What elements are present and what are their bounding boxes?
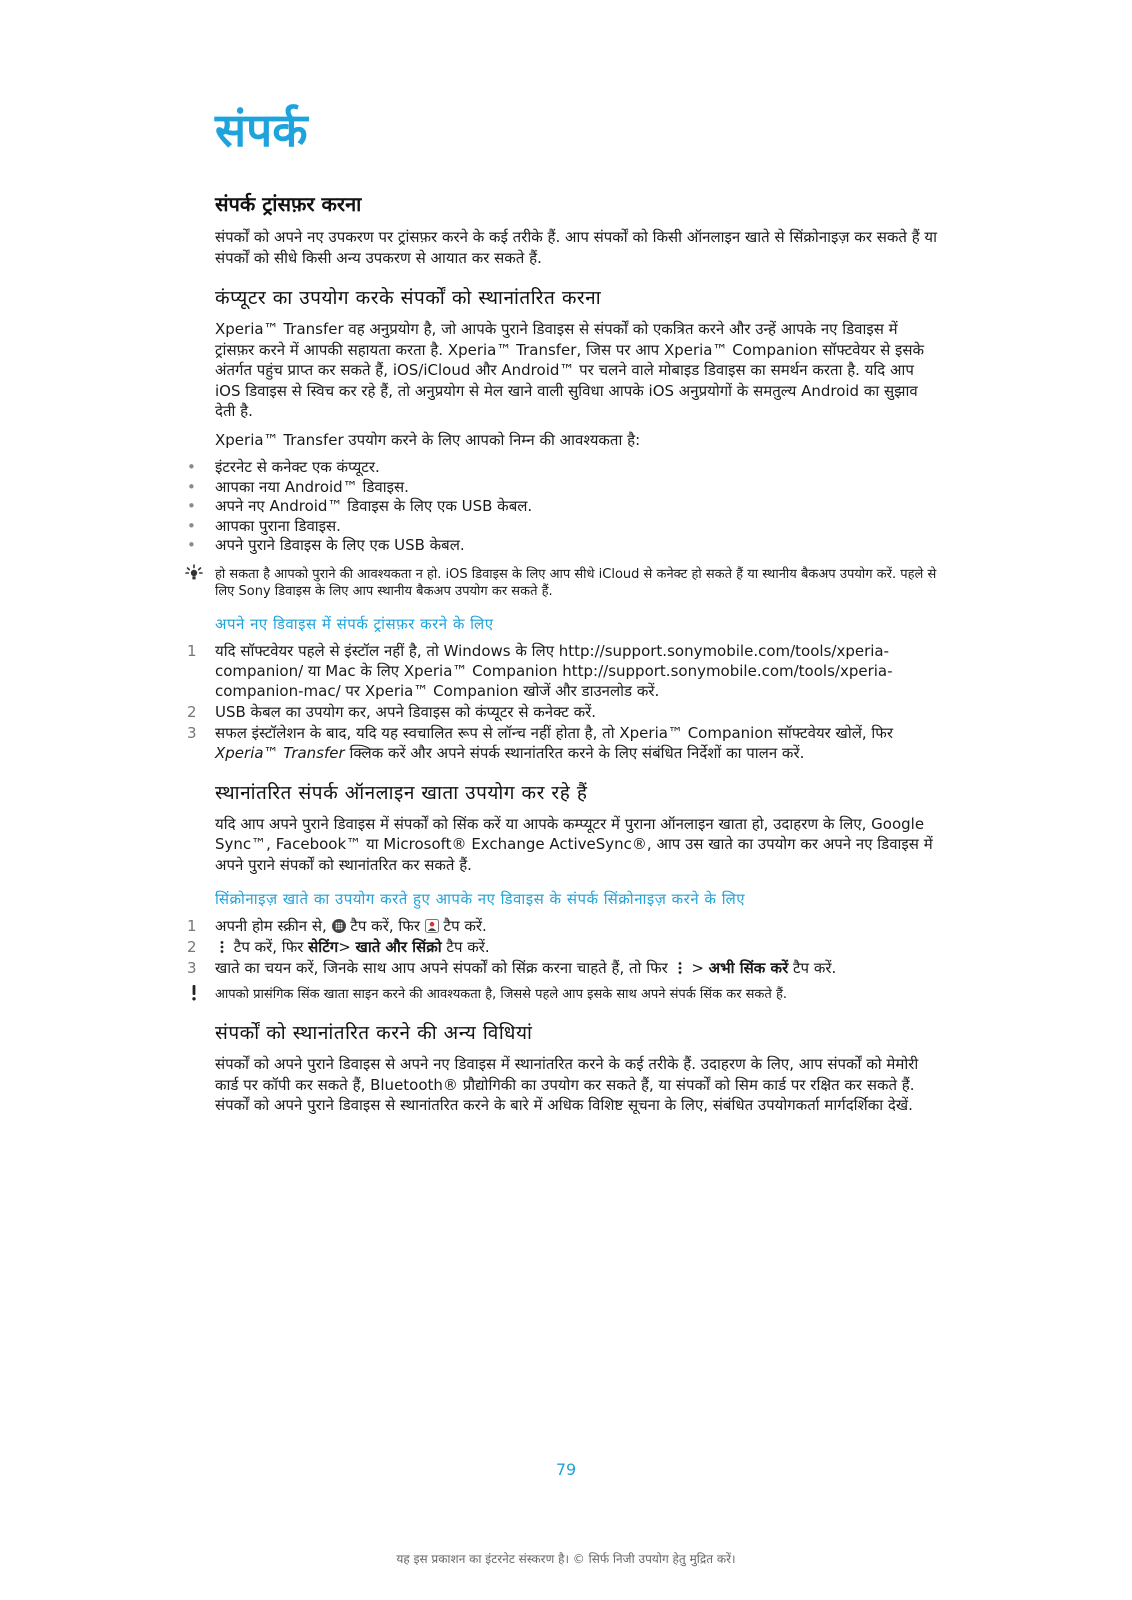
list-item-text: आपका पुराना डिवाइस.	[215, 516, 341, 535]
list-item-text: इंटरनेट से कनेक्ट एक कंप्यूटर.	[215, 458, 380, 476]
page-number: 79	[555, 1460, 577, 1479]
sync-steps	[187, 916, 940, 978]
online-account-description: यदि आप अपने पुराने डिवाइस में संपर्कों को सिंक करें या आपके कम्प्यूटर में पुराना ऑनलाइन खाता हो, उदाहरण के लिए, Google Sync™, Facebook™ या Microsoft® Exchange ActiveSync®, आप उस खाते का उपयोग कर अपने नए डिवाइस में अपने पुराने संपर्कों को स्थानांतरित कर सकते हैं.	[215, 814, 933, 874]
step-text: टैप करें, फिर	[229, 938, 309, 956]
more-vertical-icon	[215, 939, 229, 953]
tip-text: हो सकता है आपको पुराने की आवश्यकता न हो. iOS डिवाइस के लिए आप सीधे iCloud से कनेक्ट हो सकते हैं या स्थानीय बैकअप उपयोग करें. पहले से लिए Sony डिवाइस के लिए आप स्थानीय बैकअप उपयोग कर सकते हैं.	[215, 566, 937, 599]
bullet-icon: •	[187, 458, 196, 476]
path-separator: >	[338, 938, 356, 956]
list-item	[187, 477, 940, 498]
list-item	[187, 497, 940, 517]
step-number: 3	[187, 723, 197, 742]
requirements-intro: Xperia™ Transfer उपयोग करने के लिए आपको निम्न की आवश्यकता है:	[215, 430, 641, 449]
step-text: टैप करें.	[438, 917, 487, 935]
list-item-text: अपने पुराने डिवाइस के लिए एक USB केबल.	[215, 536, 465, 554]
bullet-icon: •	[187, 516, 196, 535]
step-number: 1	[187, 917, 197, 935]
bullet-icon: •	[187, 536, 196, 554]
sync-now-menu-label: अभी सिंक करें	[708, 959, 789, 977]
list-item	[187, 516, 940, 537]
warning-text: आपको प्रासंगिक सिंक खाता साइन करने की आवश्यकता है, जिससे पहले आप इसके साथ अपने संपर्क सिंक कर सकते हैं.	[215, 987, 787, 1002]
procedure-heading-transfer: अपने नए डिवाइस में संपर्क ट्रांसफ़र करने के लिए	[215, 614, 494, 633]
step-text: टैप करें, फिर	[345, 917, 425, 935]
section-intro: संपर्कों को अपने नए उपकरण पर ट्रांसफ़र करने के कई तरीके हैं. आप संपर्कों को किसी ऑनलाइन खाते से सिंक्रोनाइज़ कर सकते हैं या संपर्कों को सीधे किसी अन्य उपकरण से आयात कर सकते हैं.	[215, 228, 938, 267]
section-heading-computer-transfer: कंप्यूटर का उपयोग करके संपर्कों को स्थानांतरित करना	[215, 287, 602, 309]
list-item	[187, 536, 940, 556]
apps-grid-icon	[332, 918, 346, 932]
exclamation-icon	[185, 984, 203, 1002]
step-text: टैप करें.	[788, 959, 837, 977]
procedure-heading-sync: सिंक्रोनाइज़ खाते का उपयोग करते हुए आपके नए डिवाइस के संपर्क सिंक्रोनाइज़ करने के लिए	[215, 890, 746, 908]
bullet-icon: •	[187, 477, 196, 496]
path-separator: >	[686, 959, 709, 977]
step-text: USB केबल का उपयोग कर, अपने डिवाइस को कंप्यूटर से कनेक्ट करें.	[215, 702, 597, 721]
step-text: खाते का चयन करें, जिनके साथ आप अपने संपर्कों को सिंक्र करना चाहते हैं, तो फिर	[215, 959, 673, 977]
contacts-icon	[425, 918, 439, 932]
section-heading-other-methods: संपर्कों को स्थानांतरित करने की अन्य विधियां	[215, 1022, 533, 1044]
step-number: 1	[187, 641, 197, 660]
section-heading-online-account: स्थानांतरित संपर्क ऑनलाइन खाता उपयोग कर रहे हैं	[215, 781, 588, 804]
step-number: 3	[187, 959, 197, 977]
step-item	[187, 702, 940, 722]
list-item	[187, 458, 940, 478]
step-text: अपनी होम स्क्रीन से,	[215, 917, 332, 935]
chapter-title: संपर्क	[215, 103, 308, 157]
xperia-transfer-description: Xperia™ Transfer वह अनुप्रयोग है, जो आपके पुराने डिवाइस से संपर्कों को एकत्रित करने और उन्हें आपके नए डिवाइस में ट्रांसफ़र करने में आपकी सहायता करता है. Xperia™ Transfer, जिस पर आप Xperia™ Companion सॉफ्टवेयर से इसके अंतर्गत पहुंच प्राप्त कर सकते हैं, iOS/iCloud और Android™ पर चलने वाले मोबाइड डिवाइस का समर्थन करता है. यदि आप iOS डिवाइस से स्विच कर रहे हैं, तो अनुप्रयोग से मेल खाने वाली सुविधा आपके iOS अनुप्रयोगों के समतुल्य Android का सुझाव देती है.	[215, 320, 925, 420]
step-item	[187, 958, 940, 978]
footer-notice: यह इस प्रकाशन का इंटरनेट संस्करण है। © सिर्फ निजी उपयोग हेतु मुद्रित करें।	[396, 1552, 736, 1566]
bullet-icon: •	[187, 497, 196, 515]
step-number: 2	[187, 938, 197, 956]
more-vertical-icon	[673, 960, 687, 974]
requirements-list	[187, 458, 940, 556]
list-item-text: अपने नए Android™ डिवाइस के लिए एक USB केबल.	[215, 497, 533, 515]
step-item	[187, 723, 940, 763]
lightbulb-icon	[185, 564, 203, 582]
step-item	[187, 916, 940, 936]
step-app-name: Xperia™ Transfer	[215, 743, 345, 762]
step-item	[187, 641, 940, 701]
step-text: क्लिक करें और अपने संपर्क स्थानांतरित करने के लिए संबंधित निर्देशों का पालन करें.	[344, 743, 805, 762]
step-number: 2	[187, 702, 197, 721]
warning-note	[215, 986, 940, 1003]
settings-menu-label: सेटिंग	[308, 938, 339, 956]
other-methods-description: संपर्कों को अपने पुराने डिवाइस से अपने नए डिवाइस में स्थानांतरित करने के कई तरीके हैं. उदाहरण के लिए, आप संपर्कों को मेमोरी कार्ड पर कॉपी कर सकते हैं, Bluetooth® प्रौद्योगिकी का उपयोग कर सकते हैं, या संपर्कों को सिम कार्ड पर रक्षित कर सकते हैं. संपर्कों को अपने पुराने डिवाइस से स्थानांतरित करने के बारे में अधिक विशिष्ट सूचना के लिए, संबंधित उपयोगकर्ता मार्गदर्शिका देखें.	[215, 1055, 919, 1114]
accounts-sync-menu-label: खाते और सिंक्रो	[355, 938, 442, 956]
section-heading-transfer-contacts: संपर्क ट्रांसफ़र करना	[215, 192, 362, 216]
step-text: टैप करें.	[441, 938, 490, 956]
tip-note	[215, 566, 940, 600]
page-content	[187, 190, 940, 1124]
list-item-text: आपका नया Android™ डिवाइस.	[215, 477, 409, 496]
step-text: सफल इंस्टॉलेशन के बाद, यदि यह स्वचालित रूप से लॉन्च नहीं होता है, तो Xperia™ Companion सॉफ्टवेयर खोलें, फिर	[215, 723, 893, 742]
step-item	[187, 937, 940, 957]
step-text: यदि सॉफ्टवेयर पहले से इंस्टॉल नहीं है, तो Windows के लिए http://support.sonymobile.com/tools/xperia-companion/ या Mac के लिए Xperia™ Companion http://support.sonymobile.com/tools/xperia-companion-mac/ पर Xperia™ Companion खोजें और डाउनलोड करें.	[215, 641, 893, 700]
transfer-steps	[187, 641, 940, 763]
